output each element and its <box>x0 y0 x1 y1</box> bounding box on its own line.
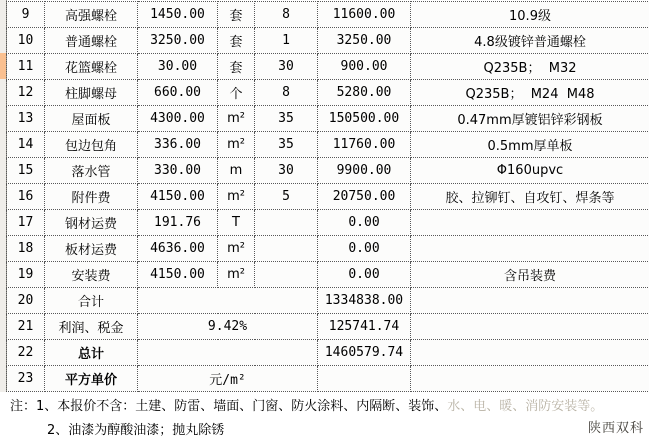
table-row <box>7 106 649 132</box>
unit-price-cell[interactable]: 660.00 <box>138 80 218 106</box>
row-number-cell[interactable]: 17 <box>7 210 45 236</box>
row-number-cell[interactable]: 18 <box>7 236 45 262</box>
row-number-cell[interactable]: 12 <box>7 80 45 106</box>
row-number-cell[interactable]: 20 <box>7 288 45 314</box>
row-number-cell[interactable]: 16 <box>7 184 45 210</box>
merged-value-cell[interactable] <box>138 288 318 314</box>
unit-price-cell[interactable]: 1450.00 <box>138 2 218 28</box>
note-cell[interactable] <box>411 314 649 340</box>
merged-value-cell[interactable] <box>138 340 318 366</box>
note-cell[interactable]: 含吊装费 <box>411 262 649 288</box>
row-number-cell[interactable]: 19 <box>7 262 45 288</box>
quantity-cell[interactable]: 8 <box>255 2 318 28</box>
quantity-cell[interactable] <box>255 210 318 236</box>
note-cell[interactable]: Q235B； M32 <box>411 54 649 80</box>
note-cell[interactable]: 胶、拉铆钉、自攻钉、焊条等 <box>411 184 649 210</box>
note-cell[interactable] <box>411 340 649 366</box>
unit-price-cell[interactable]: 4636.00 <box>138 236 218 262</box>
unit-cell[interactable]: 套 <box>218 2 255 28</box>
unit-cell[interactable]: 套 <box>218 54 255 80</box>
item-name-cell[interactable]: 平方单价 <box>45 366 138 392</box>
footnote-line-1-text: 注：1、本报价不含：土建、防雷、墙面、门窗、防火涂料、内隔断、装饰、 <box>10 399 448 414</box>
table-row <box>7 262 649 288</box>
total-amount-cell[interactable]: 0.00 <box>318 236 411 262</box>
quantity-cell[interactable]: 8 <box>255 80 318 106</box>
unit-cell[interactable]: m² <box>218 106 255 132</box>
row-number-cell[interactable]: 13 <box>7 106 45 132</box>
total-amount-cell[interactable]: 11600.00 <box>318 2 411 28</box>
merged-value-cell[interactable]: 元/m² <box>138 366 318 392</box>
row-number-cell[interactable]: 22 <box>7 340 45 366</box>
item-name-cell[interactable]: 利润、税金 <box>45 314 138 340</box>
unit-cell[interactable]: T <box>218 210 255 236</box>
unit-cell[interactable]: 套 <box>218 28 255 54</box>
total-amount-cell[interactable]: 0.00 <box>318 262 411 288</box>
item-name-cell[interactable]: 落水管 <box>45 158 138 184</box>
unit-price-cell[interactable]: 336.00 <box>138 132 218 158</box>
unit-cell[interactable]: m² <box>218 132 255 158</box>
company-watermark: 陕西双科 <box>587 421 644 436</box>
unit-cell[interactable]: m² <box>218 236 255 262</box>
note-cell[interactable]: Φ160upvc <box>411 158 649 184</box>
quantity-cell[interactable]: 35 <box>255 106 318 132</box>
total-amount-cell[interactable]: 20750.00 <box>318 184 411 210</box>
total-amount-cell[interactable]: 125741.74 <box>318 314 411 340</box>
unit-price-cell[interactable]: 191.76 <box>138 210 218 236</box>
quantity-cell[interactable]: 5 <box>255 184 318 210</box>
footnote-line-1 <box>10 395 603 414</box>
unit-cell[interactable]: m² <box>218 184 255 210</box>
total-amount-cell[interactable]: 3250.00 <box>318 28 411 54</box>
footnotes-area <box>0 392 649 438</box>
total-amount-cell[interactable]: 1334838.00 <box>318 288 411 314</box>
summary-row <box>7 288 649 314</box>
item-name-cell[interactable]: 花篮螺栓 <box>45 54 138 80</box>
quantity-cell[interactable] <box>255 236 318 262</box>
merged-value-cell[interactable]: 9.42% <box>138 314 318 340</box>
quantity-cell[interactable]: 1 <box>255 28 318 54</box>
row-number-cell[interactable]: 10 <box>7 28 45 54</box>
unit-price-cell[interactable]: 4150.00 <box>138 184 218 210</box>
table-row <box>7 132 649 158</box>
row-number-cell[interactable]: 23 <box>7 366 45 392</box>
unit-price-cell[interactable]: 4150.00 <box>138 262 218 288</box>
table-row <box>7 210 649 236</box>
total-amount-cell[interactable]: 150500.00 <box>318 106 411 132</box>
unit-price-cell[interactable]: 3250.00 <box>138 28 218 54</box>
note-cell[interactable]: 4.8级镀锌普通螺栓 <box>411 28 649 54</box>
total-amount-cell[interactable]: 11760.00 <box>318 132 411 158</box>
quantity-cell[interactable] <box>255 262 318 288</box>
total-amount-cell[interactable]: 0.00 <box>318 210 411 236</box>
note-cell[interactable] <box>411 236 649 262</box>
row-number-cell[interactable]: 15 <box>7 158 45 184</box>
table-row <box>7 28 649 54</box>
row-number-cell[interactable]: 14 <box>7 132 45 158</box>
note-cell[interactable] <box>411 288 649 314</box>
item-name-cell[interactable]: 总计 <box>45 340 138 366</box>
table-row <box>7 2 649 28</box>
unit-cell[interactable]: m <box>218 158 255 184</box>
item-name-cell[interactable]: 高强螺栓 <box>45 2 138 28</box>
quantity-cell[interactable]: 30 <box>255 54 318 80</box>
footnote-line-1-faded-text: 水、电、暖、消防安装等。 <box>447 399 604 414</box>
item-name-cell[interactable]: 柱脚螺母 <box>45 80 138 106</box>
note-cell[interactable] <box>411 210 649 236</box>
note-cell[interactable]: 0.47mm厚镀铝锌彩钢板 <box>411 106 649 132</box>
item-name-cell[interactable]: 附件费 <box>45 184 138 210</box>
item-name-cell[interactable]: 板材运费 <box>45 236 138 262</box>
note-cell[interactable]: 10.9级 <box>411 2 649 28</box>
table-row <box>7 80 649 106</box>
summary-row <box>7 340 649 366</box>
item-name-cell[interactable]: 屋面板 <box>45 106 138 132</box>
item-name-cell[interactable]: 安装费 <box>45 262 138 288</box>
row-number-cell[interactable]: 9 <box>7 2 45 28</box>
note-cell[interactable]: Q235B； M24 M48 <box>411 80 649 106</box>
item-name-cell[interactable]: 包边包角 <box>45 132 138 158</box>
total-amount-cell[interactable]: 1460579.74 <box>318 340 411 366</box>
quantity-cell[interactable]: 35 <box>255 132 318 158</box>
table-row <box>7 236 649 262</box>
summary-row <box>7 366 649 392</box>
item-name-cell[interactable]: 普通螺栓 <box>45 28 138 54</box>
unit-price-cell[interactable]: 4300.00 <box>138 106 218 132</box>
unit-price-cell[interactable]: 30.00 <box>138 54 218 80</box>
quotation-table <box>6 1 649 392</box>
row-number-cell[interactable]: 11 <box>7 54 45 80</box>
quantity-cell[interactable]: 30 <box>255 158 318 184</box>
table-row <box>7 158 649 184</box>
item-name-cell[interactable]: 合计 <box>45 288 138 314</box>
total-amount-cell[interactable]: 900.00 <box>318 54 411 80</box>
unit-price-cell[interactable]: 330.00 <box>138 158 218 184</box>
total-amount-cell[interactable]: 9900.00 <box>318 158 411 184</box>
summary-row <box>7 314 649 340</box>
unit-cell[interactable]: 个 <box>218 80 255 106</box>
total-amount-cell[interactable]: 5280.00 <box>318 80 411 106</box>
unit-cell[interactable]: m² <box>218 262 255 288</box>
total-amount-cell[interactable] <box>318 366 411 392</box>
table-row <box>7 184 649 210</box>
note-cell[interactable]: 0.5mm厚单板 <box>411 132 649 158</box>
note-cell[interactable] <box>411 366 649 392</box>
row-number-cell[interactable]: 21 <box>7 314 45 340</box>
item-name-cell[interactable]: 钢材运费 <box>45 210 138 236</box>
footnote-line-2: 2、油漆为醇酸油漆；抛丸除锈 <box>47 423 225 438</box>
table-row <box>7 54 649 80</box>
